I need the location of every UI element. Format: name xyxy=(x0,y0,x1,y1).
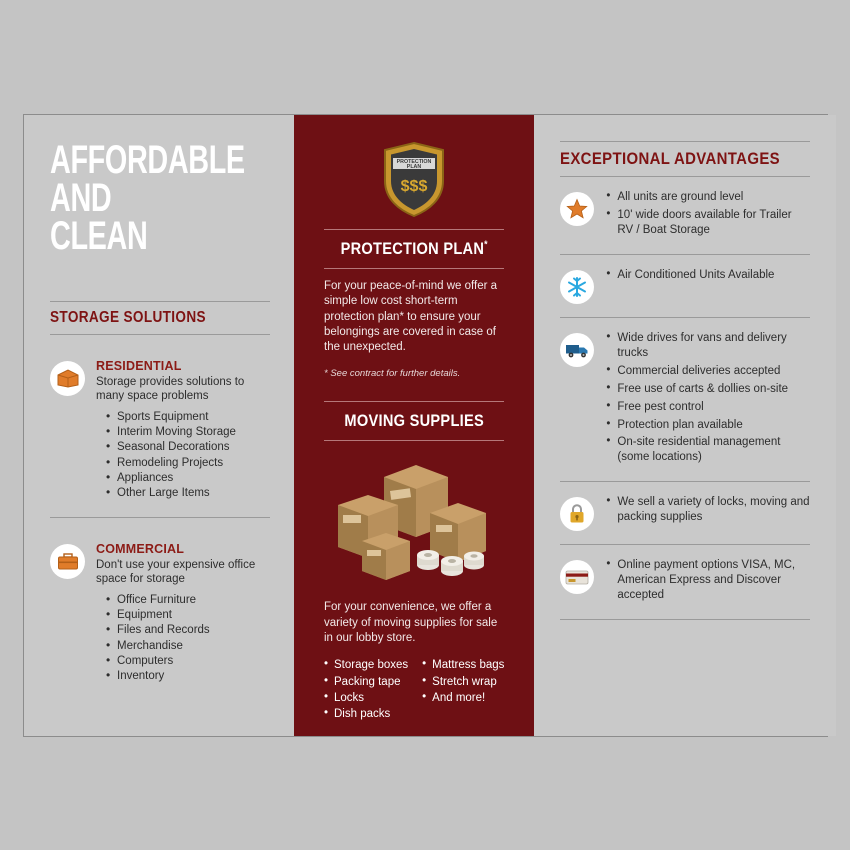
truck-icon xyxy=(560,333,594,367)
category-description: Don't use your expensive office space for storage xyxy=(96,559,256,586)
list-item: • Seasonal Decorations xyxy=(106,440,270,455)
right-panel xyxy=(534,115,836,736)
list-item: • Free use of carts & dollies on-site xyxy=(606,382,810,397)
list-item: • Dish packs xyxy=(324,706,408,722)
advantage-list xyxy=(606,495,810,531)
divider xyxy=(324,268,504,269)
advantage-group-locks-and-supplies xyxy=(560,482,810,544)
supplies-column-2 xyxy=(422,657,504,722)
moving-supplies-title: MOVING SUPPLIES xyxy=(344,411,484,431)
divider xyxy=(324,229,504,230)
category-commercial xyxy=(50,542,270,684)
headline-line-3: CLEAN xyxy=(50,214,148,258)
divider xyxy=(50,517,270,518)
list-item: • Commercial deliveries accepted xyxy=(606,364,810,379)
divider xyxy=(50,301,270,302)
protection-plan-badge xyxy=(324,141,504,219)
list-item: • Protection plan available xyxy=(606,418,810,433)
divider xyxy=(324,440,504,441)
list-item: • Files and Records xyxy=(106,623,270,638)
list-item: • Interim Moving Storage xyxy=(106,425,270,440)
divider xyxy=(560,141,810,142)
category-residential xyxy=(50,359,270,501)
moving-supplies-lists xyxy=(324,657,504,722)
list-item: • Storage boxes xyxy=(324,657,408,673)
section-title-exceptional-advantages: EXCEPTIONAL ADVANTAGES xyxy=(560,149,781,168)
headline-line-1: AFFORDABLE xyxy=(50,138,245,182)
divider xyxy=(50,334,270,335)
advantage-list xyxy=(606,558,810,606)
storage-box-icon xyxy=(50,361,85,396)
list-item: • Equipment xyxy=(106,608,270,623)
moving-supplies-body: For your convenience, we offer a variety of moving supplies for sale in our lobby store. xyxy=(324,601,498,644)
list-item: • Free pest control xyxy=(606,400,810,415)
list-item: • Sports Equipment xyxy=(106,410,270,425)
divider xyxy=(324,401,504,402)
snowflake-icon xyxy=(560,270,594,304)
center-panel xyxy=(294,115,534,736)
residential-list xyxy=(96,410,270,501)
advantage-group-air-conditioned xyxy=(560,255,810,317)
headline-line-2: AND xyxy=(50,176,112,220)
advantage-group-drives-and-services xyxy=(560,318,810,482)
list-item: • Merchandise xyxy=(106,639,270,654)
storage-solutions-header xyxy=(50,301,270,335)
left-panel xyxy=(24,115,294,736)
advantage-list xyxy=(606,268,810,304)
list-item: • Computers xyxy=(106,654,270,669)
advantage-group-ground-level xyxy=(560,177,810,254)
category-title: COMMERCIAL xyxy=(96,542,185,557)
supplies-column-1 xyxy=(324,657,408,722)
protection-plan-title: PROTECTION PLAN* xyxy=(340,239,488,258)
list-item: • Locks xyxy=(324,690,408,706)
protection-plan-body: For your peace-of-mind we offer a simple low cost short-term protection plan* to ensure your belongings are covered in case of the unexpected. xyxy=(324,280,498,354)
list-item: • We sell a variety of locks, moving and packing supplies xyxy=(606,495,810,525)
list-item: • And more! xyxy=(422,690,504,706)
list-item: • Packing tape xyxy=(324,674,408,690)
category-title: RESIDENTIAL xyxy=(96,359,182,373)
advantage-group-online-payments xyxy=(560,545,810,619)
asterisk-mark: * xyxy=(484,239,488,251)
list-item: • Inventory xyxy=(106,669,270,684)
svg-text:PLAN: PLAN xyxy=(406,164,422,170)
advantage-list xyxy=(606,331,810,469)
list-item: • Air Conditioned Units Available xyxy=(606,268,810,283)
divider xyxy=(560,619,810,620)
list-item: • Online payment options VISA, MC, American Express and Discover accepted xyxy=(606,558,810,603)
briefcase-icon xyxy=(50,544,85,579)
page-title xyxy=(50,138,288,258)
list-item: • On-site residential management (some locations) xyxy=(606,435,810,465)
credit-card-icon xyxy=(560,560,594,594)
commercial-list xyxy=(96,593,270,684)
section-title-storage-solutions: STORAGE SOLUTIONS xyxy=(50,309,206,326)
shield-icon xyxy=(381,141,447,219)
list-item: • Mattress bags xyxy=(422,657,504,673)
list-item: • Appliances xyxy=(106,471,270,486)
protection-plan-note: * See contract for further details. xyxy=(324,368,461,380)
advantage-list xyxy=(606,190,810,241)
category-description: Storage provides solutions to many space problems xyxy=(96,376,245,403)
list-item: • All units are ground level xyxy=(606,190,810,205)
svg-text:$$$: $$$ xyxy=(400,178,428,195)
list-item: • Wide drives for vans and delivery trucks xyxy=(606,331,810,361)
list-item: • Other Large Items xyxy=(106,486,270,501)
svg-text:PROTECTION: PROTECTION xyxy=(396,159,432,165)
list-item: • 10' wide doors available for Trailer RV / Boat Storage xyxy=(606,208,810,238)
brochure xyxy=(23,114,828,737)
list-item: • Stretch wrap xyxy=(422,674,504,690)
star-icon xyxy=(560,192,594,226)
list-item: • Remodeling Projects xyxy=(106,456,270,471)
list-item: • Office Furniture xyxy=(106,593,270,608)
moving-boxes-illustration xyxy=(324,455,504,590)
padlock-icon xyxy=(560,497,594,531)
